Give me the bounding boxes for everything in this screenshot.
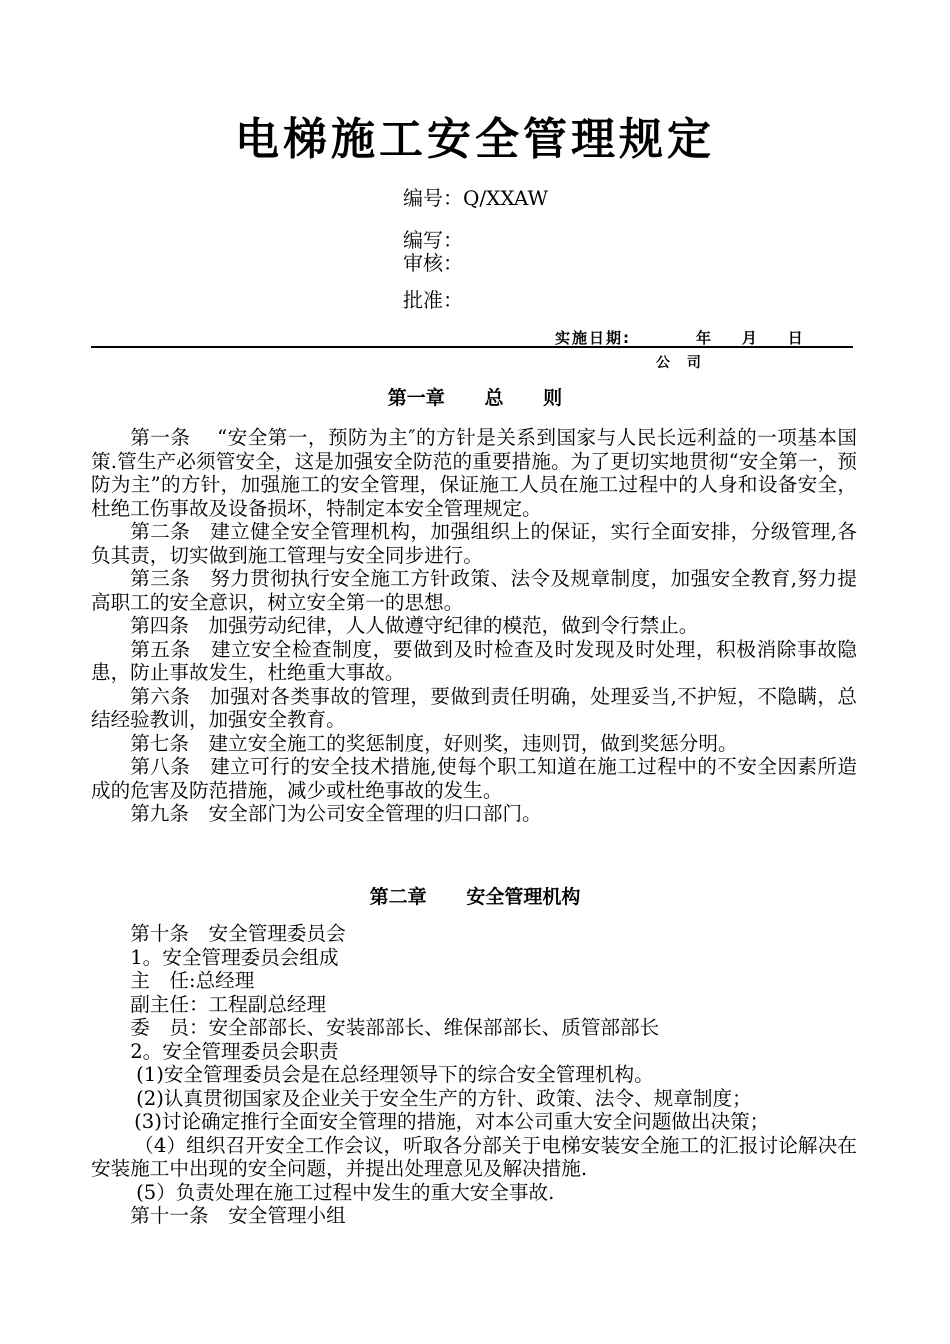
committee-director: 主 任:总经理 [130,969,255,992]
article-3: 第三条 努力贯彻执行安全施工方针政策、法令及规章制度，加强安全教育,努力提高职工的安全意识，树立安全第一的思想。 [91,567,857,614]
company-name: 公 司 [656,355,707,371]
duty-item: (1)安全管理委员会是在总经理领导下的综合安全管理机构。 [136,1063,654,1086]
article-6: 第六条 加强对各类事故的管理，要做到责任明确，处理妥当,不护短，不隐瞒，总结经验教训，加强安全教育。 [91,684,857,731]
writer-field: 编写： [403,228,463,252]
chapter-1-heading: 第一章 总 则 [387,387,563,409]
duty-item: (5）负责处理在施工过程中发生的重大安全事故. [136,1180,555,1204]
header-divider [91,346,853,348]
committee-members: 委 员：安全部部长、安装部部长、维保部部长、质管部部长 [130,1016,660,1039]
committee-deputy-director: 副主任：工程副总经理 [130,992,327,1016]
committee-duties-heading: 2。安全管理委员会职责 [130,1039,339,1063]
duty-item: （4）组织召开安全工作会议，听取各分部关于电梯安装安全施工的汇报讨论解决在安装施工中出现的安全问题，并提出处理意见及解决措施. [91,1133,857,1180]
reviewer-field: 审核： [403,251,463,275]
chapter-2-heading: 第二章 安全管理机构 [369,886,581,908]
article-1: 第一条 “安全第一，预防为主″的方针是关系到国家与人民长远利益的一项基本国策.管生产必须管安全，这是加强安全防范的重要措施。为了更切实地贯彻“安全第一，预防为主”的方针，加强施工的安全管理，保证施工人员在施工过程中的人身和设备安全，杜绝工伤事故及设备损坏，特制定本安全管理规定。 [91,426,857,520]
chapter-1-body [91,426,857,826]
article-2: 第二条 建立健全安全管理机构，加强组织上的保证，实行全面安排，分级管理,各负其责，切实做到施工管理与安全同步进行。 [91,520,857,567]
article-10: 第十条 安全管理委员会 [130,922,346,945]
article-9: 第九条 安全部门为公司安全管理的归口部门。 [130,802,542,825]
approver-field: 批准： [403,288,463,312]
article-8: 第八条 建立可行的安全技术措施,使每个职工知道在施工过程中的不安全因素所造成的危害及防范措施，减少或杜绝事故的发生。 [91,755,857,802]
article-7: 第七条 建立安全施工的奖惩制度，好则奖，违则罚，做到奖惩分明。 [130,731,738,755]
committee-composition-heading: 1。安全管理委员会组成 [130,945,339,969]
implementation-date: 实施日期: 年 月 日 [555,329,805,347]
document-number: 编号：Q/XXAW [403,186,549,210]
article-11: 第十一条 安全管理小组 [130,1204,346,1227]
duty-item: (2)认真贯彻国家及企业关于安全生产的方针、政策、法令、规章制度； [136,1086,752,1110]
article-4: 第四条 加强劳动纪律，人人做遵守纪律的模范，做到令行禁止。 [130,614,699,637]
duty-item: (3)讨论确定推行全面安全管理的措施，对本公司重大安全问题做出决策； [134,1110,770,1133]
document-title: 电梯施工安全管理规定 [235,114,715,165]
article-5: 第五条 建立安全检查制度，要做到及时检查及时发现及时处理，积极消除事故隐患，防止事故发生，杜绝重大事故。 [91,637,857,684]
chapter-2-body [91,922,857,1228]
